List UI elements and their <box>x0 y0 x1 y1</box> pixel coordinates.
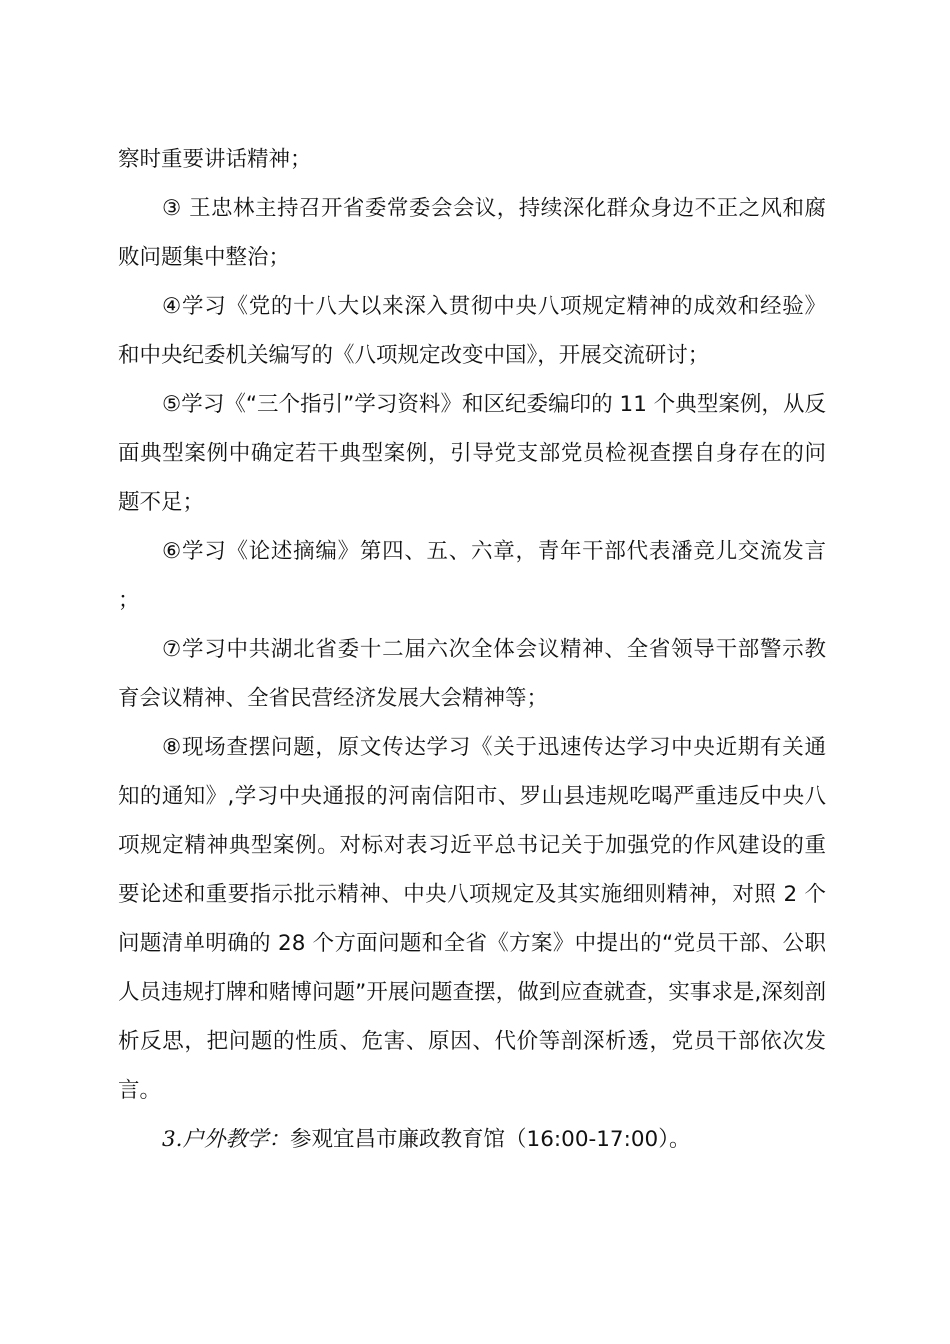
paragraph-item-8: ⑧现场查摆问题，原文传达学习《关于迅速传达学习中央近期有关通知的通知》,学习中央通报的河南信阳市、罗山县违规吃喝严重违反中央八项规定精神典型案例。对标对表习近平总书记关于加强党的作风建设的重要论述和重要指示批示精神、中央八项规定及其实施细则精神，对照 2 个问题清单明确的 28 个方面问题和全省《方案》中提出的“党员干部、公职人员违规打牌和赌博问题”开展问题查摆，做到应查就查，实事求是,深刻剖析反思，把问题的性质、危害、原因、代价等剖深析透，党员干部依次发言。 <box>118 735 826 1103</box>
paragraph-item-3: ③ 王忠林主持召开省委常委会会议，持续深化群众身边不正之风和腐败问题集中整治； <box>118 196 826 270</box>
outdoor-teaching-text: 参观宜昌市廉政教育馆（16:00-17:00）。 <box>290 1127 691 1152</box>
outdoor-teaching-label: 户外教学： <box>182 1127 291 1152</box>
outdoor-teaching-number: 3. <box>162 1127 183 1152</box>
paragraph-item-6: ⑥学习《论述摘编》第四、五、六章，青年干部代表潘竞儿交流发言； <box>118 539 826 613</box>
paragraph-continuation: 察时重要讲话精神； <box>118 147 312 172</box>
paragraph-item-4: ④学习《党的十八大以来深入贯彻中央八项规定精神的成效和经验》和中央纪委机关编写的《八项规定改变中国》，开展交流研讨； <box>118 294 826 368</box>
document-body <box>118 135 826 1164</box>
paragraph-item-7: ⑦学习中共湖北省委十二届六次全体会议精神、全省领导干部警示教育会议精神、全省民营经济发展大会精神等； <box>118 637 826 711</box>
outdoor-teaching-item <box>118 1115 826 1164</box>
paragraph-item-5: ⑤学习《“三个指引”学习资料》和区纪委编印的 11 个典型案例，从反面典型案例中确定若干典型案例，引导党支部党员检视查摆自身存在的问题不足； <box>118 392 826 515</box>
